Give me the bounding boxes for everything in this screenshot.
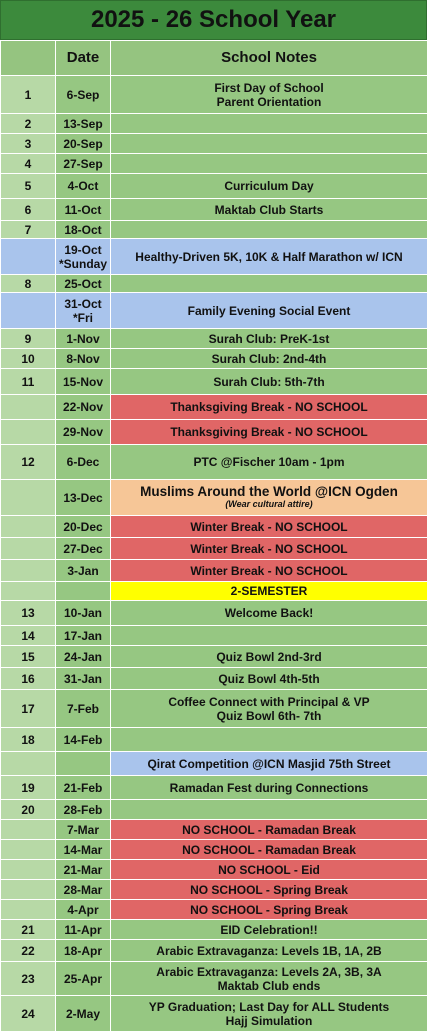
row-note [111,800,427,820]
row-date: 4-Apr [56,900,111,920]
row-date: 6-Sep [56,76,111,114]
row-date: 14-Feb [56,728,111,752]
row-date: 31-Jan [56,668,111,690]
row-note: Thanksgiving Break - NO SCHOOL [111,395,427,420]
row-number [1,582,56,601]
table-row [1,962,427,996]
row-number: 16 [1,668,56,690]
row-date: 10-Jan [56,601,111,626]
row-date: 8-Nov [56,349,111,369]
table-row [1,776,427,800]
row-date: 11-Oct [56,199,111,221]
row-number [1,820,56,840]
row-note: NO SCHOOL - Spring Break [111,880,427,900]
row-date: 20-Sep [56,134,111,154]
table-row [1,114,427,134]
table-row [1,900,427,920]
table-row [1,582,427,601]
row-note [111,962,427,996]
table-row [1,395,427,420]
row-note: PTC @Fischer 10am - 1pm [111,445,427,480]
row-number [1,395,56,420]
table-row [1,728,427,752]
row-date: 29-Nov [56,420,111,445]
row-note: Quiz Bowl 2nd-3rd [111,646,427,668]
row-date: 25-Oct [56,275,111,293]
table-row [1,76,427,114]
header-date: Date [56,41,111,76]
date-line-2: *Sunday [58,257,108,271]
row-note: Winter Break - NO SCHOOL [111,538,427,560]
row-date: 27-Dec [56,538,111,560]
table-row [1,199,427,221]
row-date: 3-Jan [56,560,111,582]
row-note [111,690,427,728]
table-row [1,174,427,199]
row-number: 8 [1,275,56,293]
table-row [1,369,427,395]
row-note [111,221,427,239]
row-number: 19 [1,776,56,800]
row-number: 22 [1,940,56,962]
table-row [1,239,427,275]
table-row [1,420,427,445]
date-line-1: 31-Oct [58,297,108,311]
date-line-2: *Fri [58,311,108,325]
row-date: 24-Jan [56,646,111,668]
row-note: Quiz Bowl 4th-5th [111,668,427,690]
row-number [1,860,56,880]
table-row [1,860,427,880]
row-date: 18-Apr [56,940,111,962]
table-row [1,840,427,860]
note-line-2: Quiz Bowl 6th- 7th [113,709,425,723]
table-row [1,920,427,940]
table-row [1,538,427,560]
note-line-1: Arabic Extravaganza: Levels 2A, 3B, 3A [113,965,425,979]
row-note: Winter Break - NO SCHOOL [111,516,427,538]
note-line-1: YP Graduation; Last Day for ALL Students [113,1000,425,1014]
table-row [1,516,427,538]
row-note: EID Celebration!! [111,920,427,940]
table-row [1,668,427,690]
row-number: 21 [1,920,56,940]
note-line-1: First Day of School [113,81,425,95]
note-line-1: Coffee Connect with Principal & VP [113,695,425,709]
row-date: 7-Mar [56,820,111,840]
row-number: 5 [1,174,56,199]
row-date: 4-Oct [56,174,111,199]
table-row [1,480,427,516]
row-date: 7-Feb [56,690,111,728]
row-note [111,114,427,134]
row-number: 7 [1,221,56,239]
table-row [1,752,427,776]
row-date: 21-Feb [56,776,111,800]
row-note: Healthy-Driven 5K, 10K & Half Marathon w/ ICN [111,239,427,275]
row-note [111,480,427,516]
table-row [1,329,427,349]
row-number: 1 [1,76,56,114]
row-number [1,420,56,445]
table-row [1,940,427,962]
row-number [1,880,56,900]
row-note: NO SCHOOL - Eid [111,860,427,880]
calendar-title: 2025 - 26 School Year [0,0,427,40]
row-date: 21-Mar [56,860,111,880]
row-number: 6 [1,199,56,221]
row-number: 14 [1,626,56,646]
table-row [1,293,427,329]
row-note [111,728,427,752]
row-note: Winter Break - NO SCHOOL [111,560,427,582]
row-date [56,582,111,601]
row-date: 13-Dec [56,480,111,516]
row-number: 9 [1,329,56,349]
row-note: Surah Club: 2nd-4th [111,349,427,369]
note-line-2: Hajj Simulation [113,1014,425,1028]
table-row [1,221,427,239]
note-line-2: Maktab Club ends [113,979,425,993]
row-number [1,516,56,538]
date-line-1: 19-Oct [58,243,108,257]
table-row [1,601,427,626]
row-date: 6-Dec [56,445,111,480]
row-number [1,560,56,582]
table-row [1,560,427,582]
row-number: 15 [1,646,56,668]
row-note [111,154,427,174]
row-number [1,840,56,860]
header-notes: School Notes [111,41,427,76]
row-note: Thanksgiving Break - NO SCHOOL [111,420,427,445]
row-note [111,626,427,646]
row-date: 22-Nov [56,395,111,420]
row-number: 3 [1,134,56,154]
row-date [56,752,111,776]
row-date: 1-Nov [56,329,111,349]
row-number: 20 [1,800,56,820]
semester-banner: 2-SEMESTER [111,582,427,601]
table-row [1,646,427,668]
table-row [1,275,427,293]
row-number [1,538,56,560]
row-date: 17-Jan [56,626,111,646]
note-line-2: (Wear cultural attire) [113,499,425,510]
table-row [1,134,427,154]
header-num [1,41,56,76]
row-date: 14-Mar [56,840,111,860]
header-row [1,41,427,76]
row-note [111,275,427,293]
table-row [1,626,427,646]
row-date: 27-Sep [56,154,111,174]
row-number [1,752,56,776]
table-row [1,820,427,840]
row-number: 4 [1,154,56,174]
row-number: 11 [1,369,56,395]
row-date: 20-Dec [56,516,111,538]
row-date [56,239,111,275]
row-note: Arabic Extravaganza: Levels 1B, 1A, 2B [111,940,427,962]
table-row [1,996,427,1032]
row-note [111,996,427,1032]
table-row [1,154,427,174]
row-date [56,293,111,329]
table-row [1,800,427,820]
row-number [1,239,56,275]
row-note: NO SCHOOL - Ramadan Break [111,840,427,860]
row-note: Ramadan Fest during Connections [111,776,427,800]
row-date: 2-May [56,996,111,1032]
row-date: 11-Apr [56,920,111,940]
row-note: Surah Club: 5th-7th [111,369,427,395]
row-number: 23 [1,962,56,996]
row-note: Family Evening Social Event [111,293,427,329]
row-number: 13 [1,601,56,626]
row-number: 17 [1,690,56,728]
row-note: Surah Club: PreK-1st [111,329,427,349]
table-row [1,880,427,900]
row-number: 24 [1,996,56,1032]
row-date: 18-Oct [56,221,111,239]
row-date: 28-Feb [56,800,111,820]
row-note: NO SCHOOL - Spring Break [111,900,427,920]
row-number: 18 [1,728,56,752]
row-number: 10 [1,349,56,369]
row-note: Maktab Club Starts [111,199,427,221]
row-note [111,134,427,154]
row-date: 15-Nov [56,369,111,395]
row-note: Welcome Back! [111,601,427,626]
row-note [111,76,427,114]
row-number: 2 [1,114,56,134]
row-note: Qirat Competition @ICN Masjid 75th Street [111,752,427,776]
row-number: 12 [1,445,56,480]
row-number [1,900,56,920]
note-line-1: Muslims Around the World @ICN Ogden [113,485,425,499]
row-number [1,293,56,329]
row-date: 28-Mar [56,880,111,900]
row-date: 25-Apr [56,962,111,996]
row-number [1,480,56,516]
note-line-2: Parent Orientation [113,95,425,109]
table-row [1,445,427,480]
table-row [1,690,427,728]
row-note: NO SCHOOL - Ramadan Break [111,820,427,840]
row-date: 13-Sep [56,114,111,134]
schedule-table [0,40,427,1032]
row-note: Curriculum Day [111,174,427,199]
table-row [1,349,427,369]
